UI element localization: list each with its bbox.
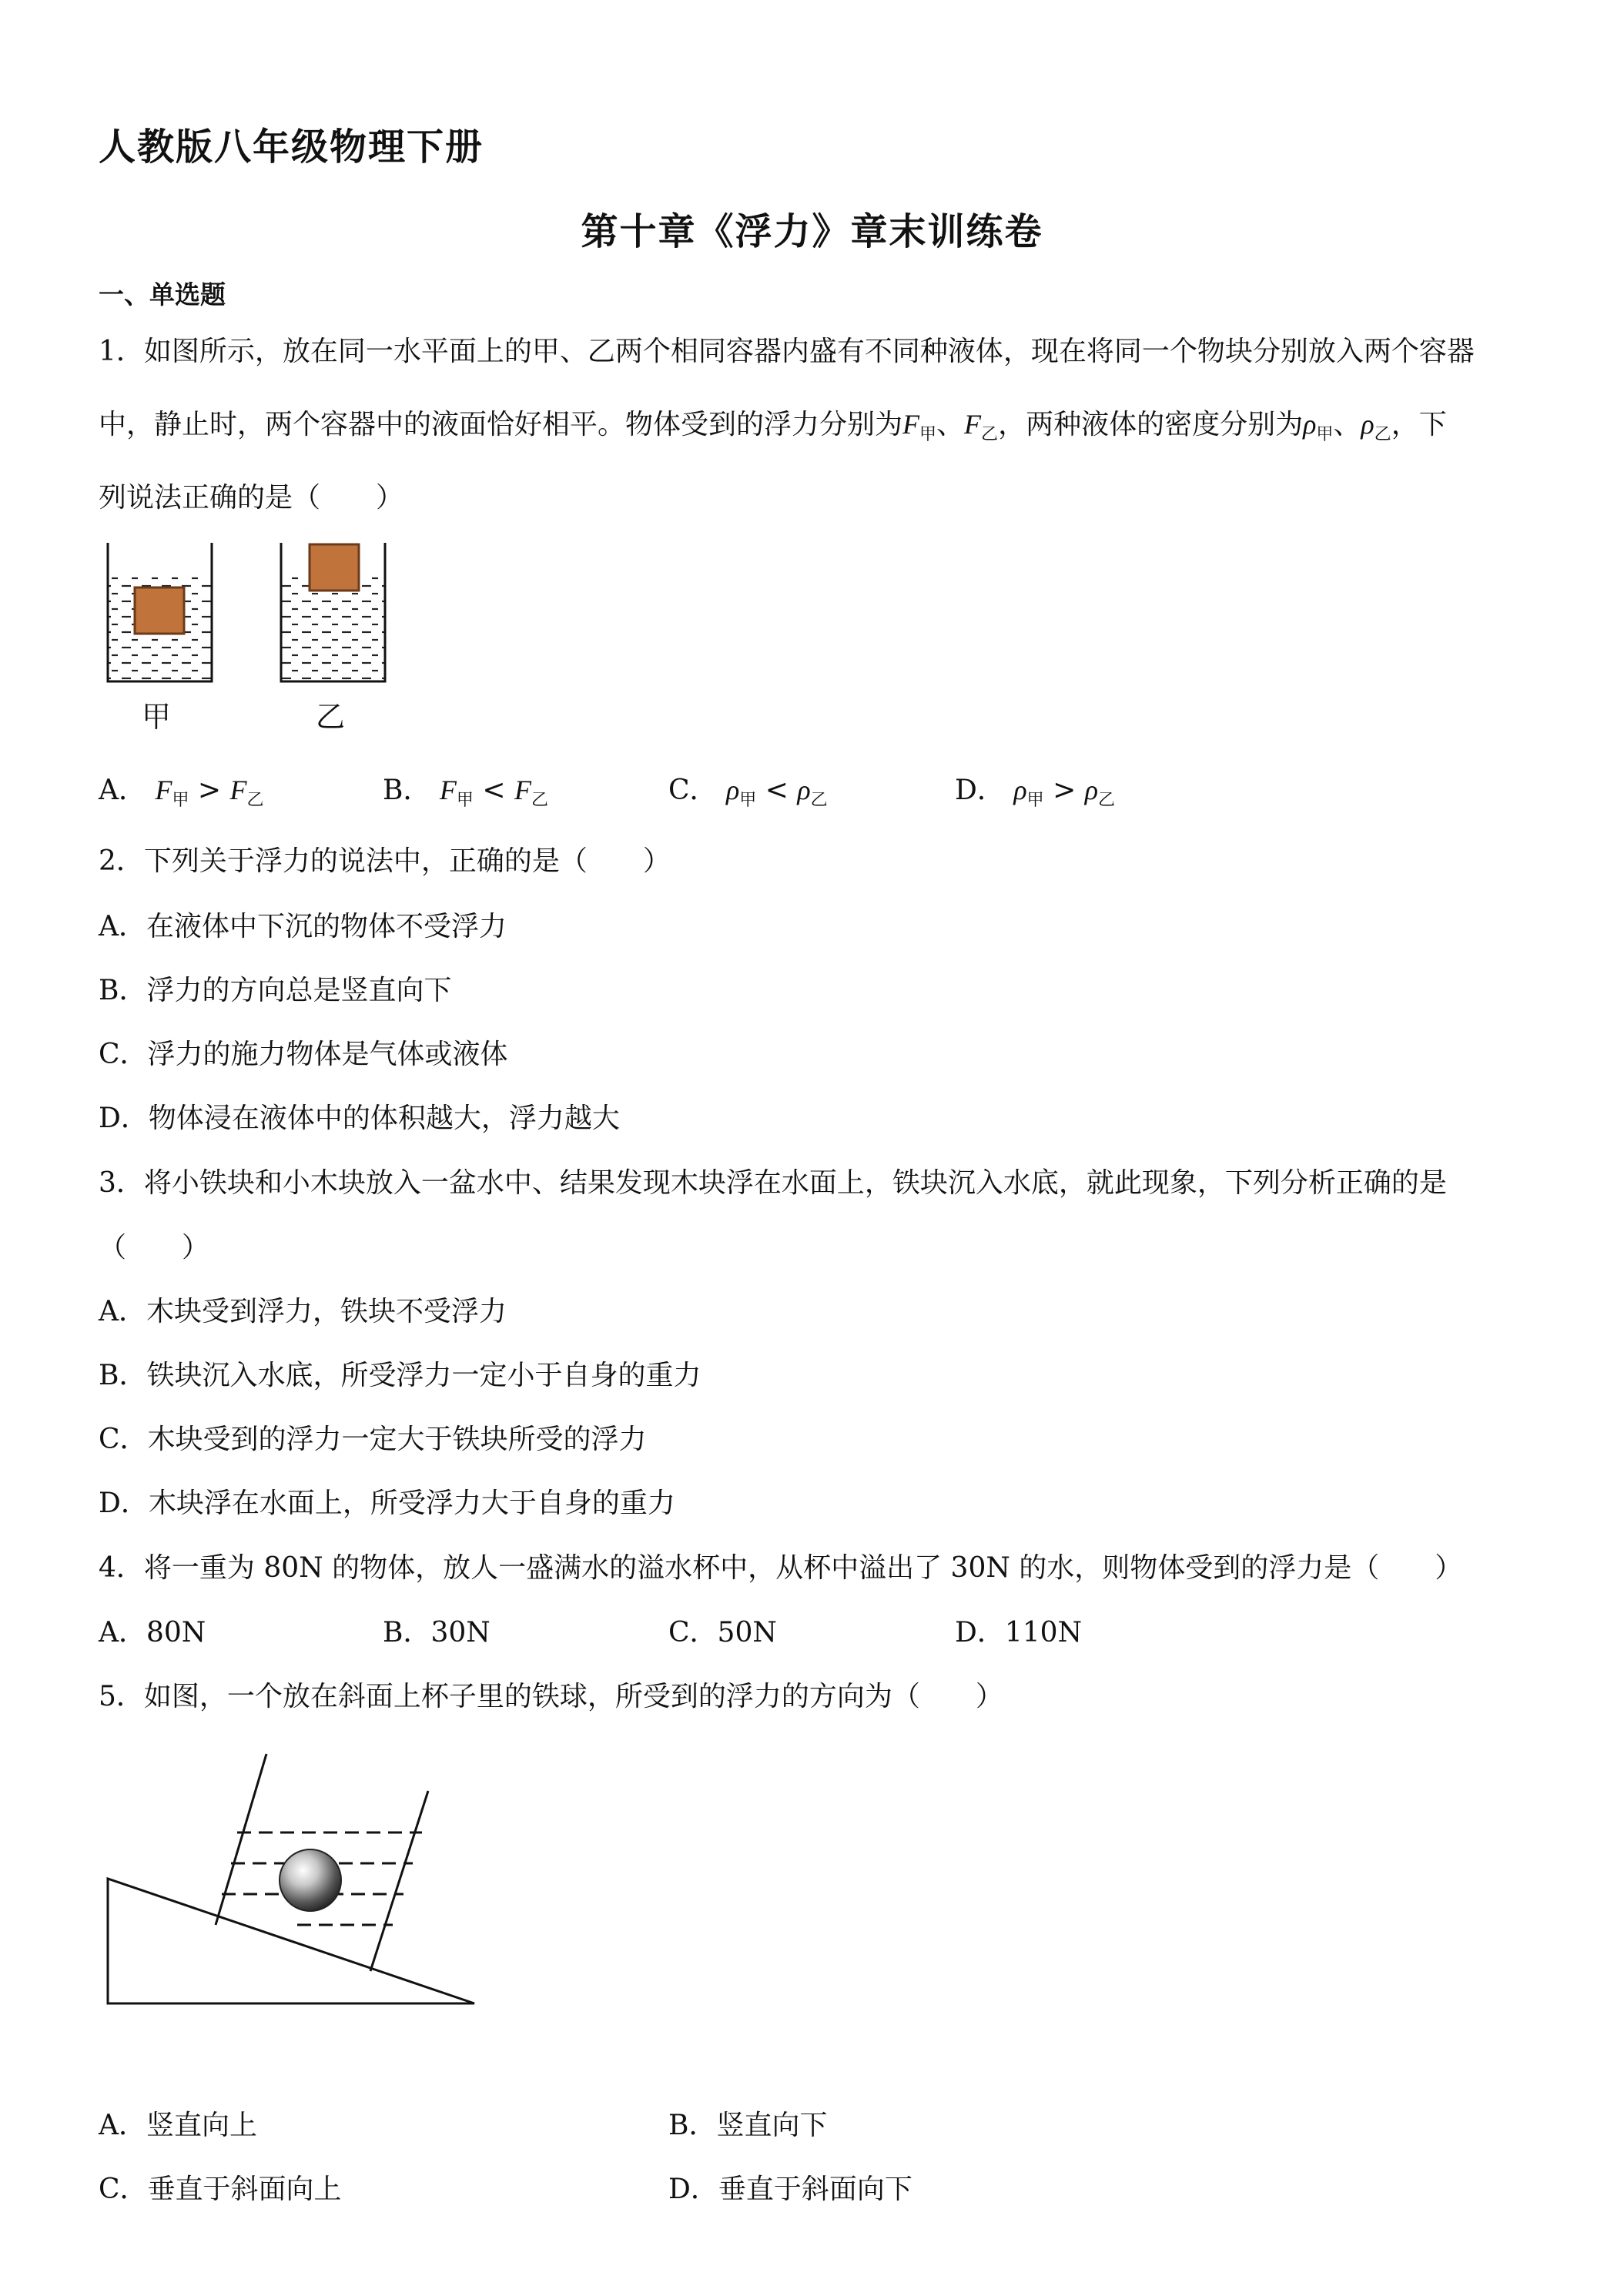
q4-stem: 4．将一重为 80N 的物体，放人一盛满水的溢水杯中，从杯中溢出了 30N 的水，则物体受到的浮力是（ ）	[99, 1552, 1463, 1584]
subscript-jia: 甲	[1316, 425, 1334, 444]
subscript-yi: 乙	[1374, 425, 1391, 444]
q1-option-a[interactable]	[99, 768, 264, 811]
symbol-rho: ρ	[726, 775, 740, 805]
symbol-F: F	[229, 775, 247, 805]
symbol-F: F	[155, 775, 172, 805]
symbol-F: F	[964, 409, 982, 440]
section-title: 一、单选题	[99, 279, 226, 310]
cup-right-wall	[370, 1791, 428, 1971]
q2-option-c[interactable]: C．浮力的施力物体是气体或液体	[99, 1039, 508, 1070]
subscript-jia: 甲	[739, 791, 757, 810]
q1-stem-line1: 1．如图所示，放在同一水平面上的甲、乙两个相同容器内盛有不同种液体，现在将同一个物块分别放入两个容器	[99, 336, 1475, 367]
subscript-jia: 甲	[456, 791, 474, 810]
operator: >	[197, 775, 222, 806]
q5-option-c[interactable]: C．垂直于斜面向上	[99, 2174, 342, 2205]
subscript-yi: 乙	[246, 791, 264, 810]
operator: <	[765, 775, 789, 806]
q2-stem: 2．下列关于浮力的说法中，正确的是（ ）	[99, 845, 671, 877]
subscript-yi: 乙	[1097, 791, 1115, 810]
symbol-rho: ρ	[1361, 409, 1375, 440]
wood-block-jia	[135, 587, 184, 634]
subscript-jia: 甲	[172, 791, 189, 810]
q1-option-c[interactable]	[668, 768, 828, 811]
symbol-rho: ρ	[797, 775, 811, 805]
q4-option-b[interactable]: B．30N	[383, 1617, 491, 1648]
q2-option-d[interactable]: D．物体浸在液体中的体积越大，浮力越大	[99, 1103, 620, 1134]
q3-option-a[interactable]: A．木块受到浮力，铁块不受浮力	[99, 1296, 507, 1327]
subscript-yi: 乙	[810, 791, 828, 810]
option-label: C．	[668, 775, 718, 806]
q5-option-d[interactable]: D．垂直于斜面向下	[668, 2174, 912, 2205]
subscript-yi: 乙	[981, 425, 999, 444]
container-yi	[281, 543, 385, 681]
subscript-yi: 乙	[531, 791, 549, 810]
chapter-title: 第十章《浮力》章末训练卷	[581, 210, 1043, 253]
q3-option-d[interactable]: D．木块浮在水面上，所受浮力大于自身的重力	[99, 1488, 675, 1519]
q5-stem: 5．如图，一个放在斜面上杯子里的铁球，所受到的浮力的方向为（ ）	[99, 1681, 1003, 1712]
subscript-jia: 甲	[1026, 791, 1044, 810]
operator: <	[482, 775, 506, 806]
q1-line2-text-b: 、	[936, 409, 965, 440]
option-label: D．	[955, 775, 1005, 806]
q1-line2-text-d: 、	[1333, 409, 1361, 440]
figure-label-jia: 甲	[142, 700, 172, 734]
q4-option-c[interactable]: C．50N	[668, 1617, 777, 1648]
q1-line2-text-a: 中，静止时，两个容器中的液面恰好相平。物体受到的浮力分别为	[99, 409, 903, 440]
iron-ball	[280, 1849, 341, 1911]
q3-stem-line1: 3．将小铁块和小木块放入一盆水中、结果发现木块浮在水面上，铁块沉入水底，就此现象，下列分析正确的是	[99, 1167, 1447, 1199]
q1-option-b[interactable]	[383, 768, 548, 811]
q3-stem-line2: （ ）	[99, 1232, 210, 1263]
q1-option-d[interactable]	[955, 768, 1115, 811]
symbol-rho: ρ	[1303, 409, 1317, 440]
option-label: B．	[383, 775, 431, 806]
symbol-F: F	[902, 409, 920, 440]
figure-label-yi: 乙	[316, 700, 346, 734]
cup-left-wall	[216, 1754, 266, 1925]
q3-option-b[interactable]: B．铁块沉入水底，所受浮力一定小于自身的重力	[99, 1360, 702, 1391]
q2-option-a[interactable]: A．在液体中下沉的物体不受浮力	[99, 911, 507, 942]
q1-stem-line2	[99, 403, 1447, 445]
q5-option-b[interactable]: B．竖直向下	[668, 2110, 828, 2141]
q2-option-b[interactable]: B．浮力的方向总是竖直向下	[99, 975, 452, 1006]
symbol-F: F	[514, 775, 532, 805]
q4-option-a[interactable]: A．80N	[99, 1617, 206, 1648]
q5-option-a[interactable]: A．竖直向上	[99, 2110, 257, 2141]
q5-incline-figure	[99, 1740, 499, 2010]
symbol-rho: ρ	[1084, 775, 1098, 805]
option-label: A．	[99, 775, 146, 806]
q4-option-d[interactable]: D．110N	[955, 1617, 1083, 1648]
q1-line2-text-e: ，下	[1391, 409, 1447, 440]
operator: >	[1053, 775, 1077, 806]
q1-stem-line3: 列说法正确的是（ ）	[99, 482, 404, 514]
symbol-F: F	[439, 775, 457, 805]
q3-option-c[interactable]: C．木块受到的浮力一定大于铁块所受的浮力	[99, 1424, 647, 1455]
wood-block-yi	[310, 544, 359, 591]
book-title: 人教版八年级物理下册	[99, 126, 484, 169]
q1-line2-text-c: ，两种液体的密度分别为	[998, 409, 1304, 440]
symbol-rho: ρ	[1013, 775, 1027, 805]
container-jia	[108, 543, 212, 681]
subscript-jia: 甲	[919, 425, 937, 444]
